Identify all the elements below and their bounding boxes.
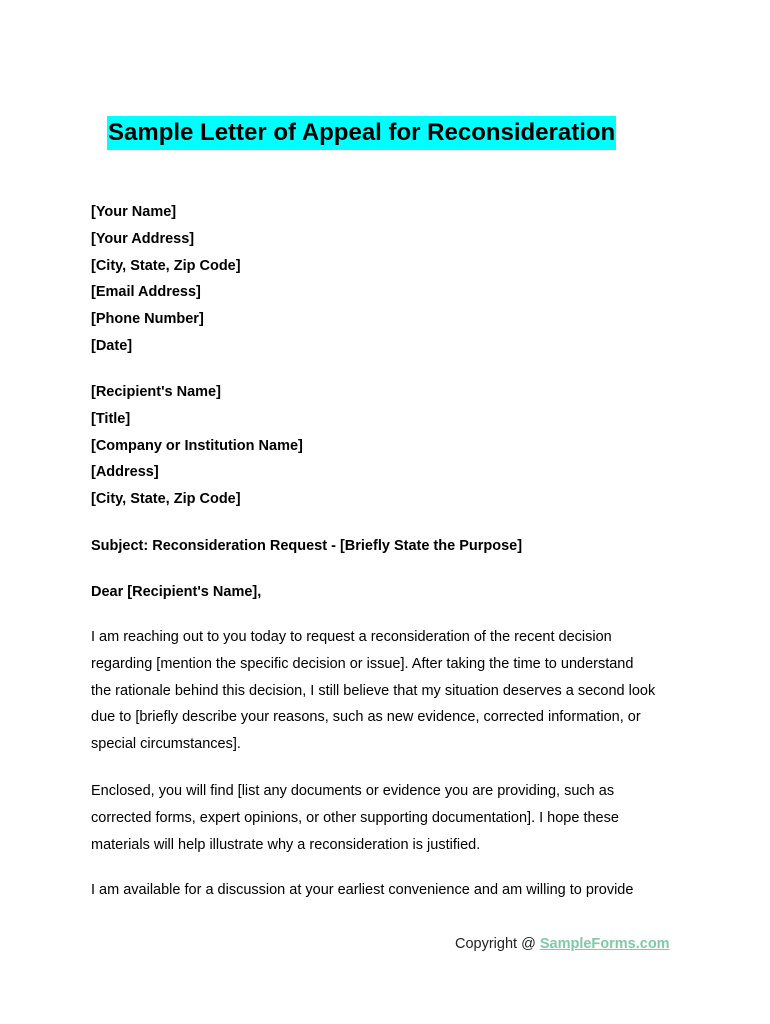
sender-email: [Email Address]	[91, 284, 201, 301]
brand-link[interactable]: SampleForms.com	[539, 936, 670, 952]
copyright-prefix: Copyright @	[455, 936, 540, 952]
body-paragraph-1	[91, 624, 691, 758]
recipient-city-state-zip: [City, State, Zip Code]	[91, 491, 241, 508]
subject-line: Subject: Reconsideration Request - [Briefly State the Purpose]	[91, 538, 523, 554]
copyright-footer	[455, 933, 670, 955]
paragraph-line: regarding [mention the specific decision or issue]. After taking the time to understand	[91, 655, 634, 672]
sender-phone: [Phone Number]	[91, 311, 204, 328]
salutation: Dear [Recipient's Name],	[91, 584, 262, 600]
sender-address: [Your Address]	[91, 230, 195, 247]
recipient-address: [Address]	[91, 464, 159, 481]
sender-city-state-zip: [City, State, Zip Code]	[91, 257, 241, 274]
sender-address-block	[91, 199, 691, 360]
letter-date: [Date]	[91, 337, 133, 354]
paragraph-line: the rationale behind this decision, I still believe that my situation deserves a second look	[91, 682, 656, 699]
paragraph-line: I am reaching out to you today to request a reconsideration of the recent decision	[91, 629, 612, 645]
recipient-address-block	[91, 379, 691, 513]
paragraph-line: corrected forms, expert opinions, or other supporting documentation]. I hope these	[91, 809, 619, 826]
paragraph-line: due to [briefly describe your reasons, such as new evidence, corrected information, or	[91, 709, 641, 726]
recipient-company: [Company or Institution Name]	[91, 437, 303, 454]
paragraph-line: materials will help illustrate why a reconsideration is justified.	[91, 836, 481, 853]
recipient-title: [Title]	[91, 410, 131, 427]
paragraph-line: I am available for a discussion at your earliest convenience and am willing to provide	[91, 882, 634, 898]
body-paragraph-2	[91, 778, 691, 858]
recipient-name: [Recipient's Name]	[91, 384, 221, 400]
paragraph-line: Enclosed, you will find [list any documents or evidence you are providing, such as	[91, 783, 615, 799]
paragraph-line: special circumstances].	[91, 736, 241, 753]
body-paragraph-3	[91, 877, 691, 904]
page-title: Sample Letter of Appeal for Reconsideration	[107, 116, 616, 150]
sender-name: [Your Name]	[91, 204, 177, 220]
title-container	[107, 116, 616, 150]
